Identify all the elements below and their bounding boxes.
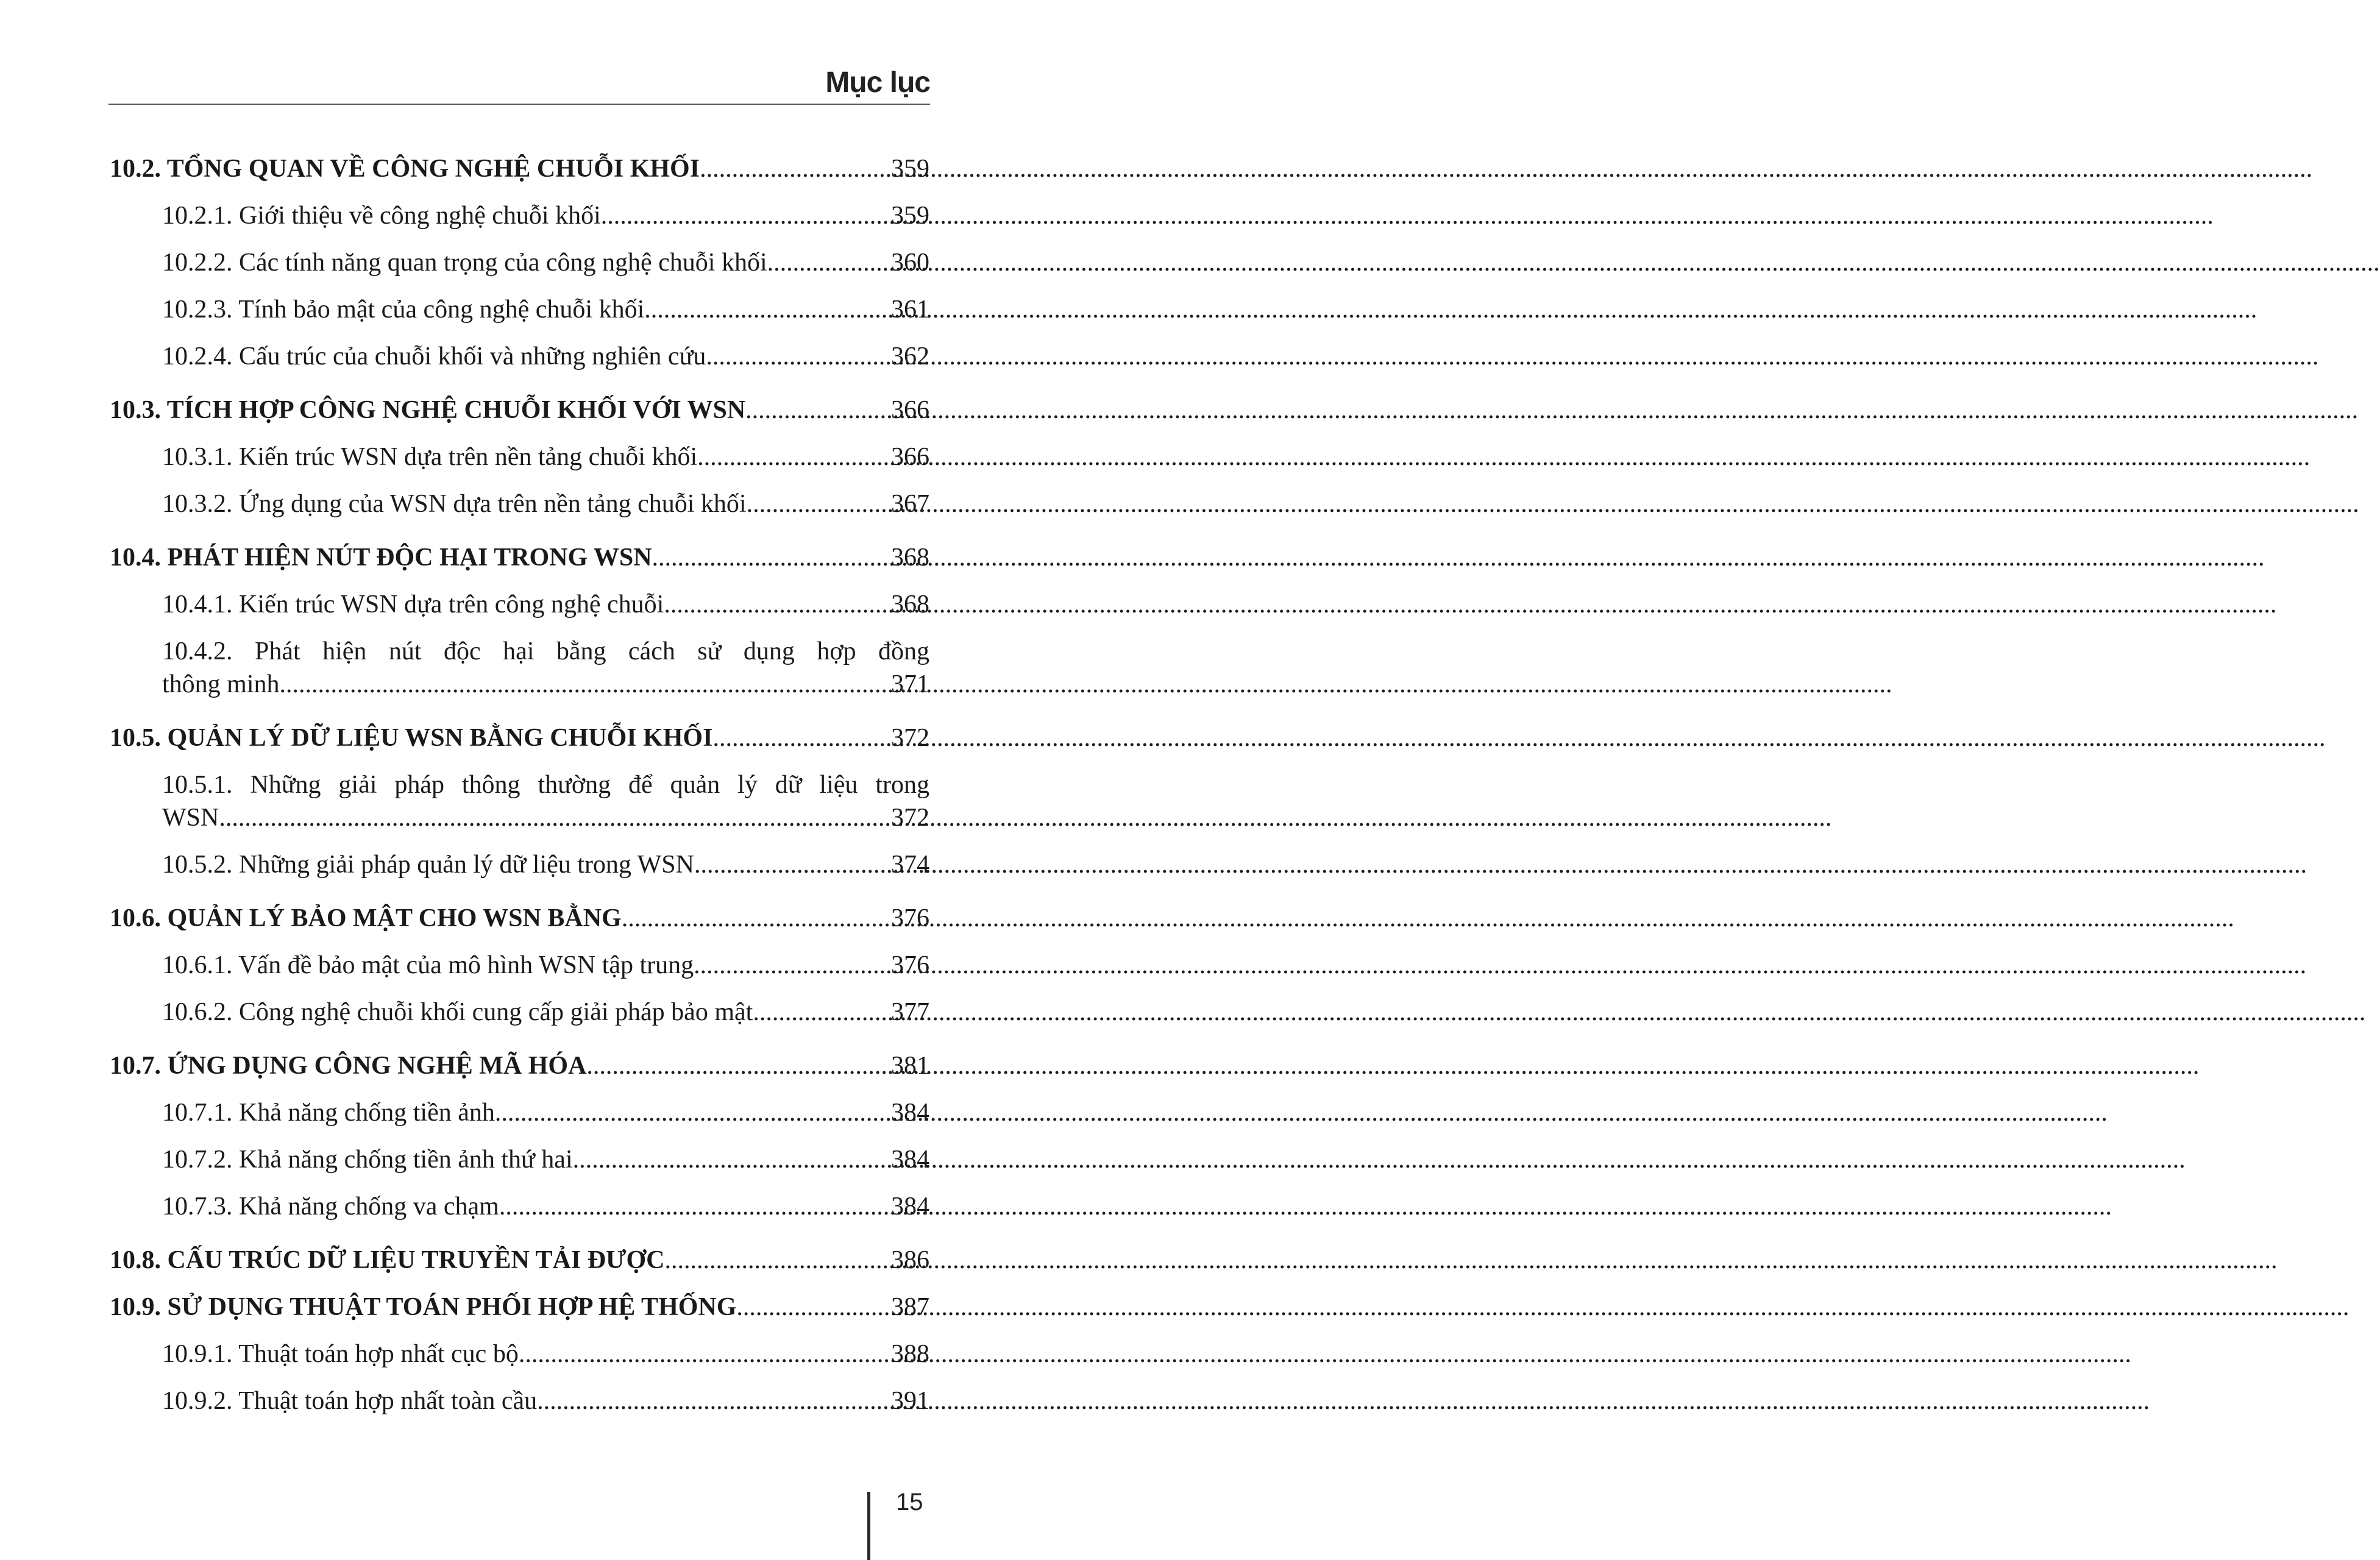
toc-entry[interactable] bbox=[110, 1096, 929, 1129]
toc-entry-page: 384 bbox=[891, 1099, 929, 1127]
toc-entry[interactable] bbox=[110, 199, 929, 232]
toc-entry-page: 366 bbox=[891, 443, 929, 471]
toc-entry-page: 362 bbox=[891, 342, 929, 370]
toc-entry-page: 384 bbox=[891, 1146, 929, 1174]
toc-entry-title: 10.7.1. Khả năng chống tiền ảnh bbox=[162, 1099, 495, 1127]
toc-entry-page: 384 bbox=[891, 1193, 929, 1221]
toc-entry-page: 381 bbox=[891, 1052, 929, 1080]
toc-entry-page: 359 bbox=[891, 202, 929, 230]
toc-entry-page: 361 bbox=[891, 296, 929, 324]
toc-entry-page: 386 bbox=[891, 1246, 929, 1274]
toc-entry[interactable] bbox=[110, 1244, 929, 1277]
toc-entry-page: 367 bbox=[891, 490, 929, 518]
toc-entry-page: 376 bbox=[891, 951, 929, 979]
toc-entry-title: 10.6. QUẢN LÝ BẢO MẬT CHO WSN BẰNG bbox=[110, 904, 622, 932]
toc-entry-page: 388 bbox=[891, 1340, 929, 1368]
toc-entry[interactable] bbox=[110, 488, 929, 520]
toc-entry-page: 374 bbox=[891, 851, 929, 879]
page-number: 15 bbox=[896, 1489, 923, 1516]
toc-entry[interactable] bbox=[110, 246, 929, 279]
toc-entry[interactable] bbox=[110, 152, 929, 185]
toc-entry[interactable] bbox=[110, 588, 929, 621]
table-of-contents bbox=[110, 152, 929, 1417]
toc-entry-title: 10.9.2. Thuật toán hợp nhất toàn cầu bbox=[162, 1387, 538, 1415]
toc-entry[interactable] bbox=[110, 1338, 929, 1370]
toc-entry-page: 360 bbox=[891, 249, 929, 277]
toc-entry-title: 10.2. TỔNG QUAN VỀ CÔNG NGHỆ CHUỖI KHỐI bbox=[110, 155, 700, 183]
toc-entry-title: 10.5.2. Những giải pháp quản lý dữ liệu trong WSN bbox=[162, 851, 694, 879]
toc-entry[interactable] bbox=[110, 1190, 929, 1223]
toc-entry-title-continued: thông minh bbox=[162, 670, 280, 698]
toc-entry[interactable] bbox=[110, 541, 929, 574]
toc-entry-page: 359 bbox=[891, 155, 929, 183]
toc-entry[interactable] bbox=[110, 902, 929, 935]
toc-entry-title: 10.7.3. Khả năng chống va chạm bbox=[162, 1193, 499, 1221]
toc-entry-title: 10.9.1. Thuật toán hợp nhất cục bộ bbox=[162, 1340, 519, 1368]
toc-entry[interactable] bbox=[110, 635, 929, 701]
toc-entry-title: 10.8. CẤU TRÚC DỮ LIỆU TRUYỀN TẢI ĐƯỢC bbox=[110, 1246, 665, 1274]
toc-entry-page: 377 bbox=[891, 998, 929, 1026]
toc-entry-page: 368 bbox=[891, 590, 929, 619]
toc-entry-page: 371 bbox=[891, 670, 929, 698]
toc-entry-page: 372 bbox=[891, 804, 929, 832]
toc-entry-title: 10.2.2. Các tính năng quan trọng của công nghệ chuỗi khối bbox=[162, 249, 767, 277]
toc-entry[interactable] bbox=[110, 848, 929, 881]
toc-entry[interactable] bbox=[110, 768, 929, 834]
toc-entry[interactable] bbox=[110, 293, 929, 326]
toc-entry-title: 10.3.2. Ứng dụng của WSN dựa trên nền tảng chuỗi khối bbox=[162, 490, 747, 518]
toc-entry-page: 376 bbox=[891, 904, 929, 932]
toc-entry-title: 10.2.4. Cấu trúc của chuỗi khối và những nghiên cứu bbox=[162, 342, 706, 370]
toc-entry-title: 10.4. PHÁT HIỆN NÚT ĐỘC HẠI TRONG WSN bbox=[110, 544, 652, 572]
toc-entry[interactable] bbox=[110, 441, 929, 473]
toc-entry[interactable] bbox=[110, 996, 929, 1029]
toc-entry-page: 372 bbox=[891, 724, 929, 752]
toc-entry-title: 10.7. ỨNG DỤNG CÔNG NGHỆ MÃ HÓA bbox=[110, 1052, 587, 1080]
toc-entry[interactable] bbox=[110, 949, 929, 982]
toc-entry[interactable] bbox=[110, 1384, 929, 1417]
toc-entry-title: 10.6.2. Công nghệ chuỗi khối cung cấp giải pháp bảo mật bbox=[162, 998, 753, 1026]
toc-entry-title-continued: WSN bbox=[162, 804, 219, 832]
toc-entry-title: 10.7.2. Khả năng chống tiền ảnh thứ hai bbox=[162, 1146, 573, 1174]
toc-entry-page: 366 bbox=[891, 396, 929, 424]
header-rule bbox=[108, 104, 930, 105]
toc-entry-title: 10.4.1. Kiến trúc WSN dựa trên công nghệ chuỗi bbox=[162, 590, 664, 619]
toc-entry-page: 391 bbox=[891, 1387, 929, 1415]
toc-entry[interactable] bbox=[110, 722, 929, 754]
toc-entry-title: 10.3.1. Kiến trúc WSN dựa trên nền tảng chuỗi khối bbox=[162, 443, 698, 471]
toc-entry-title: 10.2.1. Giới thiệu về công nghệ chuỗi khối bbox=[162, 202, 601, 230]
toc-entry[interactable] bbox=[110, 1049, 929, 1082]
toc-entry[interactable] bbox=[110, 1143, 929, 1176]
toc-entry-title: 10.5.1. Những giải pháp thông thường để quản lý dữ liệu trong bbox=[162, 771, 929, 799]
toc-entry-page: 387 bbox=[891, 1293, 929, 1321]
toc-entry[interactable] bbox=[110, 1291, 929, 1324]
toc-entry-title: 10.3. TÍCH HỢP CÔNG NGHỆ CHUỖI KHỐI VỚI WSN bbox=[110, 396, 746, 424]
toc-entry-title: 10.4.2. Phát hiện nút độc hại bằng cách sử dụng hợp đồng bbox=[162, 637, 929, 665]
toc-entry-title: 10.2.3. Tính bảo mật của công nghệ chuỗi khối bbox=[162, 296, 645, 324]
toc-entry-title: 10.5. QUẢN LÝ DỮ LIỆU WSN BẰNG CHUỖI KHỐI bbox=[110, 724, 713, 752]
toc-entry-title: 10.9. SỬ DỤNG THUẬT TOÁN PHỐI HỢP HỆ THỐNG bbox=[110, 1293, 737, 1321]
running-head: Mục lục bbox=[825, 66, 930, 99]
toc-entry-page: 368 bbox=[891, 544, 929, 572]
toc-entry[interactable] bbox=[110, 340, 929, 373]
toc-entry-title: 10.6.1. Vấn đề bảo mật của mô hình WSN tập trung bbox=[162, 951, 694, 979]
toc-entry[interactable] bbox=[110, 394, 929, 427]
folio-rule bbox=[867, 1492, 870, 1560]
